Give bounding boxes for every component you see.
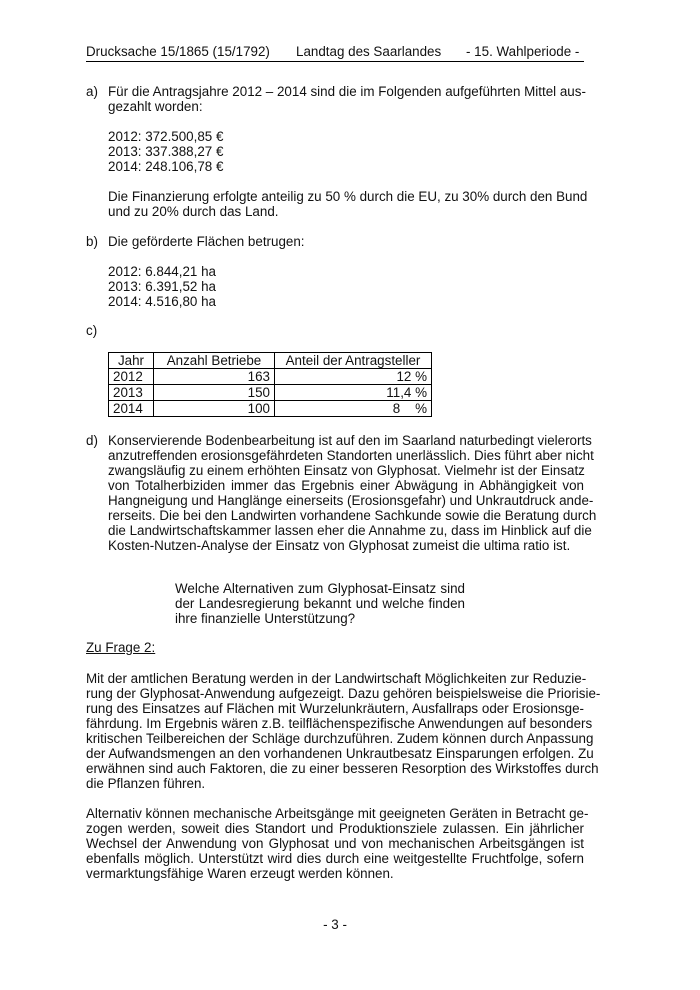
area-2013: 2013: 6.391,52 ha: [108, 279, 216, 294]
section-d-line: Kosten-Nutzen-Analyse der Einsatz von Glyphosat zumeist die ultima ratio ist.: [108, 538, 571, 553]
question-line: der Landesregierung bekannt und welche finden: [175, 596, 465, 611]
section-a-intro-line: gezahlt worden:: [108, 99, 203, 114]
page-number: - 3 -: [323, 917, 347, 932]
section-d-line: anzutreffenden erosionsgefährdeten Standorten unerlässlich. Dies führt aber nicht: [108, 448, 594, 463]
answer-line: Wechsel der Anwendung von Glyphosat und von mechanischen Arbeitsgängen ist: [86, 836, 584, 851]
table-row: [109, 401, 432, 417]
section-d-line: Konservierende Bodenbearbeitung ist auf den im Saarland naturbedingt vielerorts: [108, 433, 592, 448]
answer-paragraph-1: [86, 671, 601, 791]
section-d-line: Hangneigung und Hanglänge einerseits (Erosionsgefahr) und Unkrautdruck ande-: [108, 493, 594, 508]
table-cell-share: 8 %: [275, 401, 432, 417]
answer-paragraph-2: [86, 806, 589, 881]
section-b-intro: Die geförderte Flächen betrugen:: [108, 234, 305, 249]
answer-line: erwähnen sind auch Faktoren, die zu einer besseren Resorption des Wirkstoffes durch: [86, 761, 599, 776]
table-cell-year: 2013: [109, 385, 154, 401]
answer-line: kritischen Teilbereichen der Schläge durchzuführen. Zudem können durch Anpassung: [86, 731, 594, 746]
section-a-label: a): [86, 84, 98, 99]
amount-2013: 2013: 337.388,27 €: [108, 144, 224, 159]
section-d-line: rerseits. Die bei den Landwirten vorhandene Sachkunde sowie die Beratung durch: [108, 508, 597, 523]
table-row: [109, 385, 432, 401]
header-period: - 15. Wahlperiode -: [466, 44, 580, 59]
table-row: [109, 369, 432, 385]
area-2012: 2012: 6.844,21 ha: [108, 264, 216, 279]
table-header-cell: Anteil der Antragsteller: [275, 353, 432, 369]
section-a-financing: [108, 189, 588, 219]
table-header-row: [109, 353, 432, 369]
amount-2012: 2012: 372.500,85 €: [108, 129, 224, 144]
header-rule: [86, 61, 584, 62]
financing-line: und zu 20% durch das Land.: [108, 204, 279, 219]
question-line: ihre finanzielle Unterstützung?: [175, 611, 356, 626]
header-institution: Landtag des Saarlandes: [296, 44, 442, 59]
section-d-line: von Totalherbiziden immer das Ergebnis einer Abwägung in Abhängigkeit von: [108, 478, 584, 493]
header-doc-number: Drucksache 15/1865 (15/1792): [86, 44, 270, 59]
section-b-label: b): [86, 234, 98, 249]
question-block: [175, 581, 465, 626]
answer-line: Alternativ können mechanische Arbeitsgänge mit geeigneten Geräten in Betracht ge-: [86, 806, 589, 821]
section-d-line: zwangsläufig zu einem erhöhten Einsatz von Glyphosat. Vielmehr ist der Einsatz: [108, 463, 585, 478]
section-d-paragraph: [108, 433, 597, 553]
table-cell-count: 150: [154, 385, 275, 401]
answer-line: ebenfalls möglich. Unterstützt wird dies durch eine weitgestellte Fruchtfolge, sofern: [86, 851, 584, 866]
table-cell-count: 163: [154, 369, 275, 385]
applicants-table: [108, 352, 432, 417]
section-a-intro: [108, 84, 584, 114]
table-cell-share: 12 %: [275, 369, 432, 385]
table-cell-share: 11,4 %: [275, 385, 432, 401]
table-header-cell: Anzahl Betriebe: [154, 353, 275, 369]
table-cell-year: 2012: [109, 369, 154, 385]
answer-line: zogen werden, soweit dies Standort und Produktionsziele zulassen. Ein jährlicher: [86, 821, 584, 836]
section-a-intro-line: Für die Antragsjahre 2012 – 2014 sind die im Folgenden aufgeführten Mittel aus-: [108, 84, 586, 99]
answer-line: vermarktungsfähige Waren erzeugt werden können.: [86, 866, 394, 881]
answer-line: fährdung. Im Ergebnis wären z.B. teilflächenspezifische Anwendungen auf besonders: [86, 716, 593, 731]
answer-line: die Pflanzen führen.: [86, 776, 206, 791]
area-2014: 2014: 4.516,80 ha: [108, 294, 216, 309]
question-line: Welche Alternativen zum Glyphosat-Einsatz sind: [175, 581, 465, 596]
financing-line: Die Finanzierung erfolgte anteilig zu 50 % durch die EU, zu 30% durch den Bund: [108, 189, 588, 204]
table-cell-count: 100: [154, 401, 275, 417]
answer-line: rung des Einsatzes auf Flächen mit Wurzelunkräutern, Ausfallraps oder Erosionsge-: [86, 701, 584, 716]
answer-heading: Zu Frage 2:: [86, 640, 156, 655]
table-cell-year: 2014: [109, 401, 154, 417]
table-header-cell: Jahr: [109, 353, 154, 369]
section-d-line: die Landwirtschaftskammer lassen eher die Annahme zu, dass im Hinblick auf die: [108, 523, 592, 538]
answer-line: Mit der amtlichen Beratung werden in der Landwirtschaft Möglichkeiten zur Reduzie-: [86, 671, 587, 686]
section-d-label: d): [86, 433, 98, 448]
answer-line: rung der Glyphosat-Anwendung aufgezeigt. Dazu gehören beispielsweise die Priorisie-: [86, 686, 601, 701]
section-c-label: c): [86, 323, 98, 338]
answer-line: der Aufwandsmengen an den vorhandenen Unkrautbesatz Einsparungen erfolgen. Zu: [86, 746, 594, 761]
amount-2014: 2014: 248.106,78 €: [108, 159, 224, 174]
